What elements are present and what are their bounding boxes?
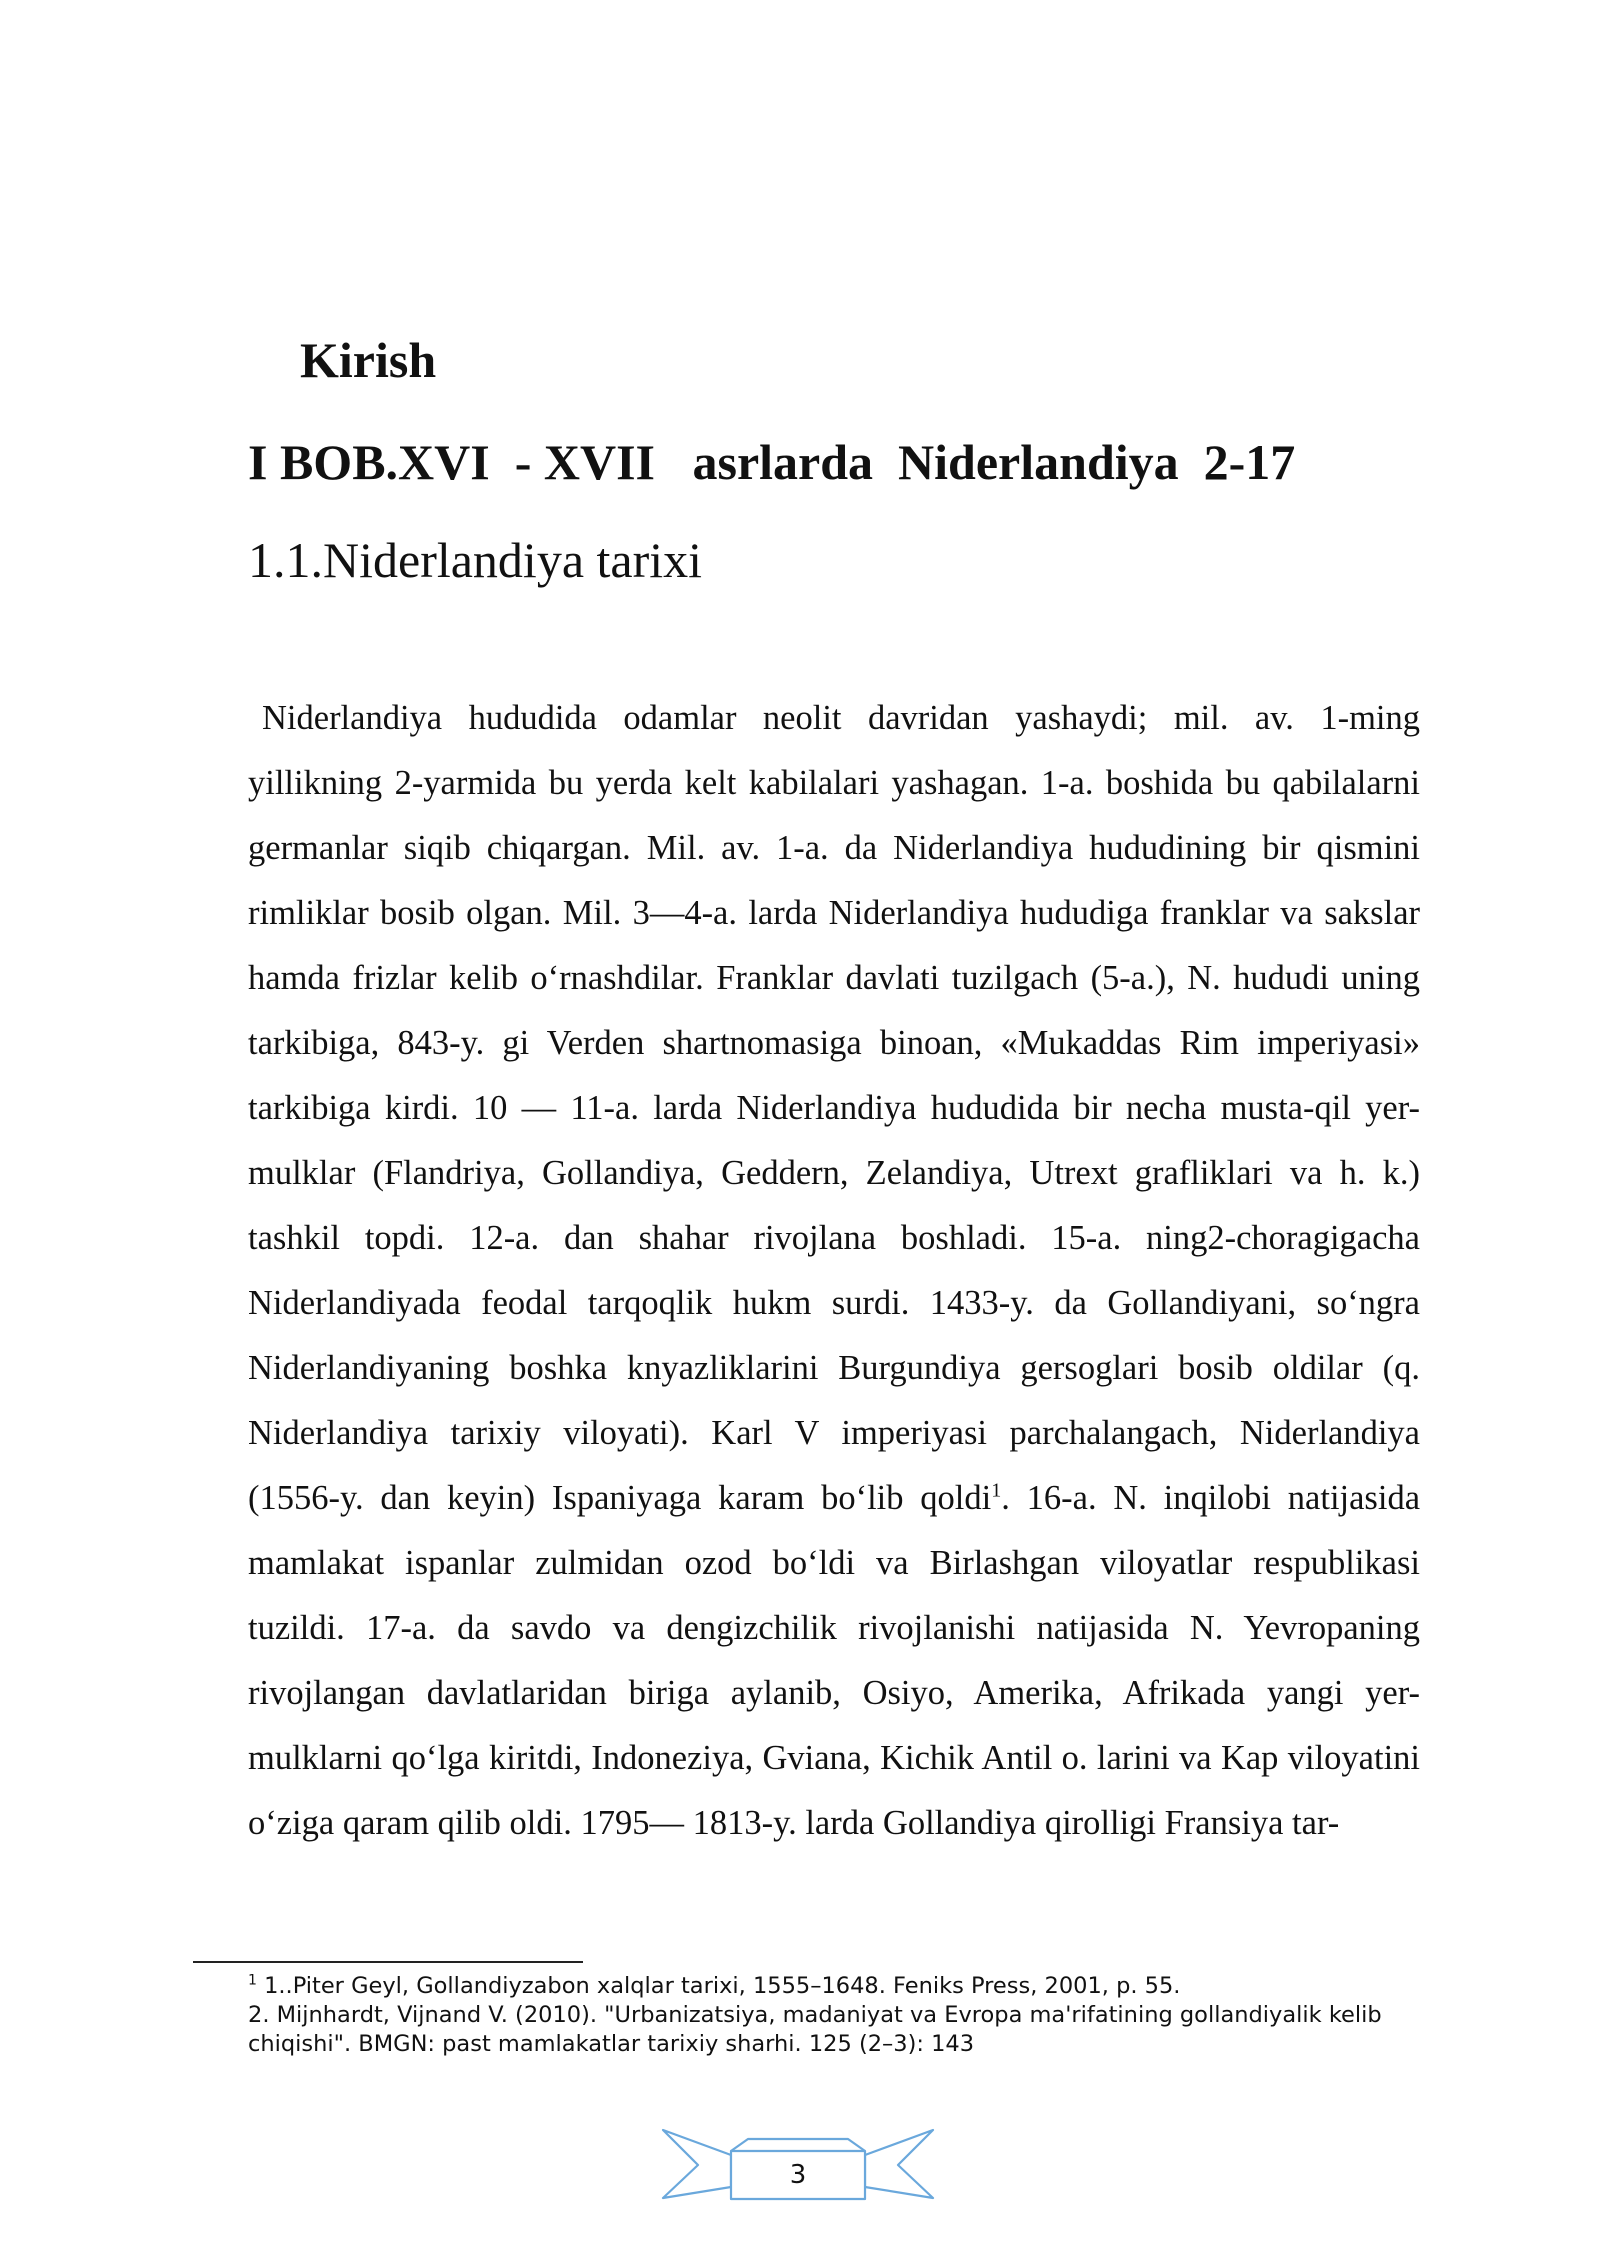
footnote-reference[interactable]: 1 [991,1479,1002,1502]
footnote-text: 1..Piter Geyl, Gollandiyzabon xalqlar tarixi, 1555–1648. Feniks Press, 2001, p. 55. [256,1973,1181,1999]
footnotes [248,1972,1408,2059]
footnote-separator [193,1961,583,1963]
page-number: 3 [789,2160,807,2190]
section-heading: 1.1.Niderlandiya tarixi [248,532,703,588]
footnote-marker: 1 [248,1972,257,1989]
footnote-1 [248,1972,1408,2001]
body-text-part-2: . 16-a. N. inqilobi natijasida mamlakat ispanlar zulmidan ozod bo‘ldi va Birlashgan viloyatlar respublikasi tuzildi. 17-a. da savdo va dengizchilik rivojlanishi natijasida N. Yevropaning rivojlangan davlatlaridan biriga aylanib, Osiyo, Amerika, Afrikada yangi yer-mulklarni qo‘lga kiritdi, Indoneziya, Gviana, Kichik Antil o. larini va Kap viloyatini o‘ziga qaram qilib oldi. 1795— 1813-y. larda Gollandiya qirolligi Fransiya tar- [248,1479,1421,1842]
body-text-part-1: Niderlandiya hududida odamlar neolit davridan yashaydi; mil. av. 1-ming yillikning 2-yarmida bu yerda kelt kabilalari yashagan. 1-a. boshida bu qabilalarni germanlar siqib chiqargan. Mil. av. 1-a. da Niderlandiya hududining bir qismini rimliklar bosib olgan. Mil. 3—4-a. larda Niderlandiya hududiga franklar va sakslar hamda frizlar kelib o‘rnashdilar. Franklar davlati tuzilgach (5-a.), N. hududi uning tarkibiga, 843-y. gi Verden shartnomasiga binoan, «Mukaddas Rim imperiyasi» tarkibiga kirdi. 10 — 11-a. larda Niderlandiya hududida bir necha musta-qil yer-mulklar (Flandriya, Gollandiya, Geddern, Zelandiya, Utrext grafliklari va h. k.) tashkil topdi. 12-a. dan shahar rivojlana boshladi. 15-a. ning2-choragigacha Niderlandiyada feodal tarqoqlik hukm surdi. 1433-y. da Gollandiyani, so‘ngra Niderlandiyaning boshka knyazliklarini Burgundiya gersoglari bosib oldilar (q. Niderlandiya tarixiy viloyati). Karl V imperiyasi parchalangach, Niderlandiya (1556-y. dan keyin) Ispaniyaga karam bo‘lib qoldi [248,699,1420,1517]
chapter-heading: I BOB.XVI - XVII asrlarda Niderlandiya 2-17 [248,434,1296,490]
body-paragraph [248,686,1420,1856]
footnote-text: 2. Mijnhardt, Vijnand V. (2010). "Urbanizatsiya, madaniyat va Evropa ma'rifatining gollandiyalik kelib chiqishi". BMGN: past mamlakatlar tarixiy sharhi. 125 (2–3): 143 [248,2002,1382,2057]
footnote-2 [248,2001,1408,2059]
intro-heading: Kirish [300,332,437,388]
